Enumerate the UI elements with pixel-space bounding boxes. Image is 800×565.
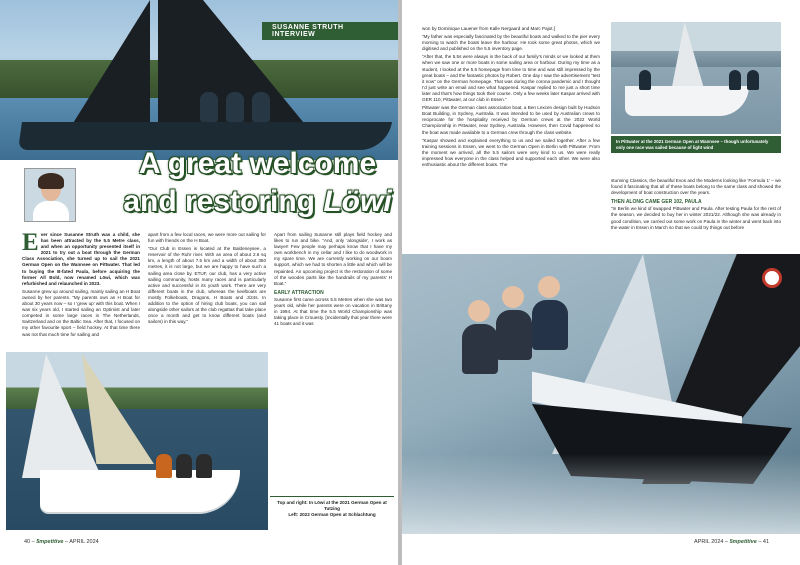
photo-crew-member <box>496 310 532 360</box>
article-column-5 <box>611 178 781 233</box>
dropcap: E <box>22 229 39 256</box>
issue-date: – APRIL 2024 <box>63 539 99 545</box>
article-column-2-top <box>148 232 266 327</box>
photo-caption-box <box>270 496 394 518</box>
photo-caption-green: In Pittwater at the 2021 German Open at Wannsee – though unfortunately only one race was sailed because of light wind <box>611 136 781 153</box>
body-paragraph: Apart from sailing Susanne still plays field hockey and likes to run and bike. “And, only ‘alongside’, I work as lawyer! Few people may perhaps know that I have my own workbench in my cellar and I like to do woodwork in my spare time. We are currently working on our boom support, which we had to shorten a little and which will be repainted. An upcoming project is the restoration of some of the wooden parts like the handrails of my parents’ H Boat.” <box>274 232 392 286</box>
photo-crew-member <box>156 454 172 478</box>
body-paragraph: stunning Classics, the beautiful Evos and the Moderns looking like ‘Formula 1’ – we found it fascinating that all of these boats belong to the same class and showed the development of boat construction over the years. <box>611 178 781 196</box>
photo-crew-face <box>468 300 490 322</box>
body-paragraph: “My father was especially fascinated by the beautiful boats and walked to the pier every morning to watch the boats leave the harbour. He took some great photos, which we digitised and published on the 5.5 inventory page. <box>422 34 600 52</box>
page-number: – 41 <box>756 539 770 545</box>
intro-paragraph: ver since Susanne Struth was a child, she has been attracted by the 5.5 Metre class, and when an opportunity presented itself in 2021 to try out a boat through the German Class Association, she turned up to sail the 2021 German Open on the Wannsee on Pittwater. That led to buying the B-fated Paula, before acquiring the former All Bold, now renamed Löwi, which was refurbished and relaunched in 2023. <box>22 232 140 286</box>
body-paragraph: “Our Club in Essen is located at the Baldeneysee, a reservoir of the Ruhr river. With an area of about 2.6 sq km, a length of about 7.5 km and a width of about 350 metres, it is not large, but we are happy to have such a sailing area close by. ETUF, our club, has a very active sailing community, hosts many races and is particularly active and successful in its youth work. There are very different boats in the club, whereas the keelboats are mostly Folkeboats, Dragons, H Boats and J/24s. In addition to the option of hiring club boats, you can sail alongside other sailors at the club regattas that take place once a month and get to know different boats (and sailors) in this way.” <box>148 246 266 325</box>
hero-crew-member <box>252 92 270 122</box>
photo-spray <box>402 454 800 534</box>
magazine-brand: 5mpetitive <box>729 539 757 545</box>
portrait-hair <box>38 173 64 189</box>
subhead-ger-102-paula: THEN ALONG CAME GER 102, PAULA <box>611 199 702 206</box>
headline-boat-name: Löwi <box>323 185 392 218</box>
body-paragraph: “Kaspar showed and explained everything to us and we sailed together. After a few training sessions in Essen, we went to the German Open in Berlin with Pittwater. From the moment we arrived, all the 5.5 sailors were very kind to us. We were really impressed how everyone in the class helped and supported each other. We were also enthusiastic about the different boats. The <box>422 137 600 167</box>
hero-crew-member <box>200 92 218 122</box>
body-paragraph: “After that, the 5.5s were always in the back of our family’s minds or we looked at them when we saw one or more boats in some sailing area or harbour. During my time as a student, I looked at the 5.5 homepage from time to time and was still impressed by the great boats – and the fantastic photos by Robert. One day I saw the advertisement “test it now” on the German homepage. That was during the corona pandemic and I thought I’d just write an email and see what happened. Kaspar replied to me just a short time later and that’s how things took their course. Only a few weeks later Kaspar arrived with GER 110, Pittwater, at our club in Essen.” <box>422 54 600 103</box>
photo-crew-member <box>196 454 212 478</box>
article-column-3 <box>274 232 392 329</box>
photo-sail <box>82 354 154 464</box>
body-paragraph: won by Dominique Lauener from Kalle Nergaard and Marc Pajot.] <box>422 26 556 31</box>
body-paragraph: apart from a few local races, we were more out sailing for fun with friends on the H Boat. <box>148 232 266 244</box>
photo-crew-member <box>747 70 759 90</box>
right-page <box>402 0 800 565</box>
article-column-1 <box>22 229 140 340</box>
photo-crew-member <box>462 324 498 374</box>
body-paragraph: Susanne first came across 5.5 Metres when she was two years old, while her parents were on vacation in Brittany in 1994. At that time the 5.5 World Championship was taking place in Crouesty. [Incidentally that year there were 41 boats and it was <box>274 296 392 327</box>
folio-left <box>24 539 99 545</box>
photo-crew-member <box>176 454 192 478</box>
magazine-brand: 5mpetitive <box>36 539 64 545</box>
page-number: 40 – <box>24 539 37 545</box>
photo-crew-member <box>639 70 651 90</box>
photo-boat-white-hull <box>6 352 268 530</box>
photo-crew-member <box>729 70 741 90</box>
body-paragraph: “In Berlin we kind of swapped Pittwater and Paula. After testing Paula for the rest of the season, we decided to buy her in winter 2021/22. Although she was already in good condition, we carried out some work on Paula in the winter and went back into the water in Essen in March so that we could try things out before <box>611 206 781 230</box>
photo-hull <box>625 86 749 116</box>
photo-crew-racing <box>402 254 800 534</box>
article-headline <box>120 145 395 221</box>
sail-roundel <box>762 268 782 288</box>
hero-crew-member <box>226 92 244 122</box>
subhead-early-attraction: EARLY ATTRACTION <box>274 289 324 296</box>
article-column-4 <box>422 26 600 170</box>
photo-crew-face <box>538 276 560 298</box>
headline-line-1: A great welcome <box>138 147 377 180</box>
photo-crew-member <box>532 300 568 350</box>
portrait-body <box>33 201 69 222</box>
headline-line-2 <box>120 183 395 221</box>
issue-date: APRIL 2024 – <box>694 539 730 545</box>
photo-caption: Top and right: In Löwi at the 2021 German Open at Tutzing Left: 2022 German Open at Schlachtung <box>277 500 387 517</box>
photo-sail <box>671 22 705 92</box>
author-portrait <box>24 168 76 222</box>
section-tag: SUSANNE STRUTH INTERVIEW <box>262 22 398 40</box>
caption-rule <box>270 496 394 497</box>
folio-right <box>694 539 769 545</box>
photo-pittwater-boat <box>611 22 781 134</box>
headline-line-2-text: and restoring <box>123 185 324 218</box>
hero-sail-main <box>70 0 150 128</box>
body-paragraph: Susanne grew up around sailing, mainly sailing an H Boat owned by her parents. “My parents own an H Boat for about 30 years now – so I ‘grew up’ with this boat. When I was six years old, I started sailing an Optimist and later competed in some large races in The Netherlands, Switzerland and on the Baltic Sea. After that, I focused on my other favourite sport – field hockey. At that time there was not that much time for sailing and <box>22 288 140 337</box>
body-paragraph: Pittwater was the German class association boat, a Ben Lexcen design built by Hudson Boat Building, in Sydney, Australia. It was intended to be used by Australian crews to reciprocate for the hospitality received by German crews at the 2022 World Championship in Pittwater, near Sydney, Australia. However, then Covid happened so the boat was made available to a German crew through the class website. <box>422 105 600 135</box>
photo-crew-face <box>502 286 524 308</box>
left-page <box>0 0 398 565</box>
